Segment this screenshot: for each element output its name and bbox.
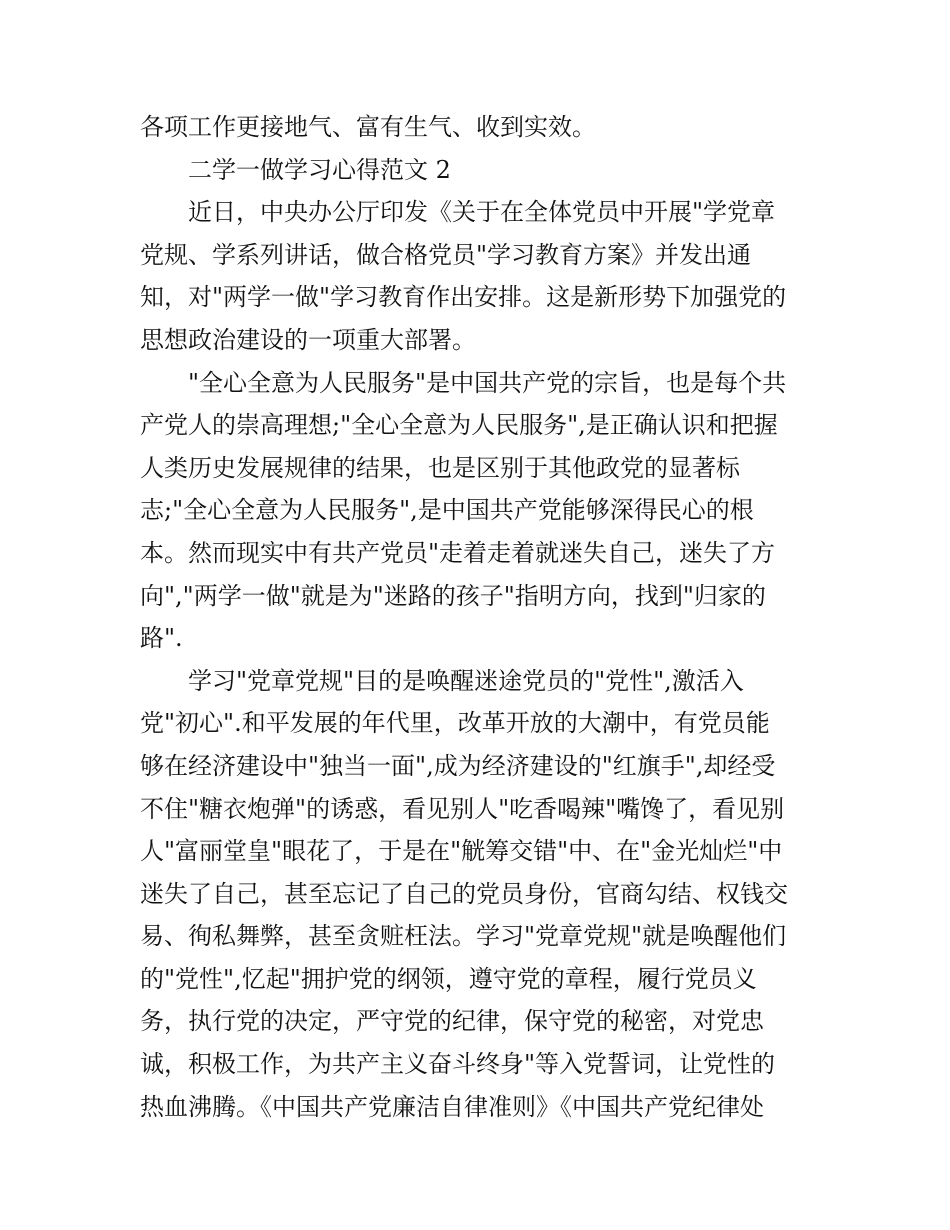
text-line: 够在经济建设中"独当一面",成为经济建设的"红旗手",却经受 (140, 751, 776, 780)
text-line: 人类历史发展规律的结果，也是区别于其他政党的显著标 (140, 453, 740, 482)
text-line: 迷失了自己，甚至忘记了自己的党员身份，官商勾结、权钱交 (140, 879, 788, 908)
text-line: 诚，积极工作，为共产主义奋斗终身"等入党誓词，让党性的 (140, 1050, 776, 1079)
text-line: 易、徇私舞弊，甚至贪赃枉法。学习"党章党规"就是唤醒他们 (140, 922, 787, 951)
text-line: 学习"党章党规"目的是唤醒迷途党员的"党性",激活入 (188, 666, 744, 695)
text-line: 向","两学一做"就是为"迷路的孩子"指明方向，找到"归家的 (140, 581, 766, 610)
document-body (140, 106, 812, 1128)
text-line: 路". (140, 624, 183, 653)
text-line: "全心全意为人民服务"是中国共产党的宗旨，也是每个共 (188, 368, 787, 397)
text-line: 党"初心".和平发展的年代里，改革开放的大潮中，有党员能 (140, 709, 770, 738)
text-line: 的"党性",忆起"拥护党的纲领，遵守党的章程，履行党员义 (140, 964, 757, 993)
text-line: 不住"糖衣炮弹"的诱惑，看见别人"吃香喝辣"嘴馋了，看见别 (140, 794, 785, 823)
text-line: 志;"全心全意为人民服务",是中国共产党能够深得民心的根 (140, 496, 754, 525)
section-heading: 二学一做学习心得范文 2 (188, 155, 451, 184)
text-line: 本。然而现实中有共产党员"走着走着就迷失自己，迷失了方 (140, 538, 776, 567)
text-line: 热血沸腾。《中国共产党廉洁自律准则》《中国共产党纪律处 (140, 1092, 764, 1121)
text-line: 产党人的崇高理想;"全心全意为人民服务",是正确认识和把握 (140, 411, 778, 440)
text-line: 思想政治建设的一项重大部署。 (140, 325, 476, 354)
text-line: 知，对"两学一做"学习教育作出安排。这是新形势下加强党的 (140, 283, 787, 312)
text-line: 近日，中央办公厅印发《关于在全体党员中开展"学党章 (188, 198, 776, 227)
text-line: 人"富丽堂皇"眼花了，于是在"觥筹交错"中、在"金光灿烂"中 (140, 837, 783, 866)
text-line: 党规、学系列讲话，做合格党员"学习教育方案》并发出通 (140, 240, 752, 269)
text-line: 务，执行党的决定，严守党的纪律，保守党的秘密，对党忠 (140, 1007, 764, 1036)
text-line: 各项工作更接地气、富有生气、收到实效。 (140, 113, 596, 141)
